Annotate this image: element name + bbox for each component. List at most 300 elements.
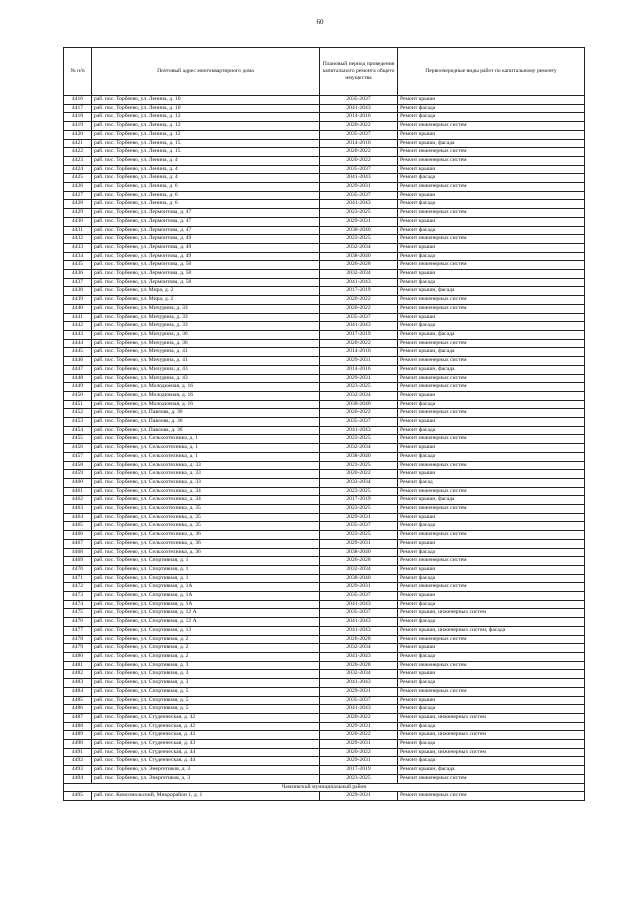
cell-address: раб. пос. Торбеево, ул. Ленина, д. 15 bbox=[92, 148, 320, 157]
cell-address: раб. пос. Торбеево, ул. Молодежная, д. 16 bbox=[92, 383, 320, 392]
cell-period: 2029-2031 bbox=[320, 740, 398, 749]
cell-period: 2041-2043 bbox=[320, 653, 398, 662]
table-row bbox=[64, 470, 585, 479]
cell-number: 4429 bbox=[64, 209, 92, 218]
cell-works: Ремонт крыши bbox=[398, 513, 585, 522]
cell-works: Ремонт инженерных систем bbox=[398, 461, 585, 470]
cell-number: 4450 bbox=[64, 391, 92, 400]
cell-works: Ремонт крыши bbox=[398, 391, 585, 400]
cell-number: 4461 bbox=[64, 487, 92, 496]
cell-works: Ремонт инженерных систем bbox=[398, 156, 585, 165]
cell-number: 4436 bbox=[64, 270, 92, 279]
table-row bbox=[64, 705, 585, 714]
cell-works: Ремонт крыши, инженерных систем bbox=[398, 713, 585, 722]
cell-works: Ремонт инженерных систем bbox=[398, 557, 585, 566]
cell-works: Ремонт инженерных систем bbox=[398, 122, 585, 131]
cell-number: 4435 bbox=[64, 261, 92, 270]
cell-number: 4417 bbox=[64, 104, 92, 113]
cell-number: 4464 bbox=[64, 513, 92, 522]
cell-works: Ремонт инженерных систем bbox=[398, 235, 585, 244]
cell-address: раб. пос. Торбеево, ул. Мира, д. 2 bbox=[92, 287, 320, 296]
table-row bbox=[64, 592, 585, 601]
cell-address: раб. пос. Торбеево, ул. Мичурина, д. 33 bbox=[92, 322, 320, 331]
header-works: Первоочередные виды работ по капитальному ремонту bbox=[398, 48, 585, 96]
cell-address: раб. пос. Торбеево, ул. Ленина, д. 6 bbox=[92, 183, 320, 192]
cell-works: Ремонт фасада bbox=[398, 322, 585, 331]
cell-works: Ремонт инженерных систем bbox=[398, 383, 585, 392]
cell-address: раб. пос. Торбеево, ул. Лермонтова, д. 49 bbox=[92, 243, 320, 252]
cell-number: 4440 bbox=[64, 304, 92, 313]
table-row bbox=[64, 122, 585, 131]
cell-period: 2035-2037 bbox=[320, 522, 398, 531]
cell-works: Ремонт фасад bbox=[398, 478, 585, 487]
cell-period: 2029-2031 bbox=[320, 583, 398, 592]
cell-period: 2020-2022 bbox=[320, 122, 398, 131]
cell-number: 4441 bbox=[64, 313, 92, 322]
cell-period: 2032-2034 bbox=[320, 644, 398, 653]
table-row bbox=[64, 513, 585, 522]
table-row bbox=[64, 322, 585, 331]
cell-period: 2020-2022 bbox=[320, 748, 398, 757]
cell-period: 2023-2025 bbox=[320, 505, 398, 514]
cell-period: 2035-2037 bbox=[320, 418, 398, 427]
table-row bbox=[64, 243, 585, 252]
cell-address: раб. пос. Торбеево, ул. Молодежная, д. 16 bbox=[92, 400, 320, 409]
cell-works: Ремонт фасада bbox=[398, 757, 585, 766]
cell-address: раб. пос. Торбеево, ул. Студенческая, д. 42 bbox=[92, 713, 320, 722]
cell-address: раб. пос. Торбеево, ул. Спортивная, д. 13 bbox=[92, 626, 320, 635]
cell-works: Ремонт фасада bbox=[398, 200, 585, 209]
cell-period: 2014-2016 bbox=[320, 139, 398, 148]
table-row bbox=[64, 696, 585, 705]
cell-number: 4476 bbox=[64, 618, 92, 627]
table-row bbox=[64, 365, 585, 374]
cell-address: раб. пос. Торбеево, ул. Студенческая, д. 43 bbox=[92, 731, 320, 740]
cell-works: Ремонт крыши, фасада bbox=[398, 496, 585, 505]
cell-address: раб. пос. Торбеево, ул. Сельхозтехника, д. 1 bbox=[92, 435, 320, 444]
cell-number: 4452 bbox=[64, 409, 92, 418]
cell-works: Ремонт фасада bbox=[398, 278, 585, 287]
cell-works: Ремонт фасада bbox=[398, 740, 585, 749]
cell-number: 4469 bbox=[64, 557, 92, 566]
cell-period: 2035-2037 bbox=[320, 592, 398, 601]
cell-address: раб. пос. Торбеево, ул. Сельхозтехника, д. 35 bbox=[92, 505, 320, 514]
cell-period: 2038-2040 bbox=[320, 226, 398, 235]
header-number: № п/п bbox=[64, 48, 92, 96]
cell-period: 2023-2025 bbox=[320, 383, 398, 392]
cell-number: 4420 bbox=[64, 130, 92, 139]
cell-works: Ремонт крыши bbox=[398, 96, 585, 105]
cell-number: 4459 bbox=[64, 470, 92, 479]
cell-period: 2023-2025 bbox=[320, 435, 398, 444]
cell-period: 2017-2019 bbox=[320, 496, 398, 505]
cell-works: Ремонт инженерных систем bbox=[398, 357, 585, 366]
cell-period: 2035-2037 bbox=[320, 191, 398, 200]
table-row bbox=[64, 653, 585, 662]
table-row bbox=[64, 357, 585, 366]
cell-number: 4466 bbox=[64, 531, 92, 540]
cell-address: раб. пос. Торбеево, ул. Павлова, д. 36 bbox=[92, 426, 320, 435]
header-period: Плановый период проведения капитального ремонта общего имущества bbox=[320, 48, 398, 96]
cell-period: 2020-2022 bbox=[320, 339, 398, 348]
cell-period: 2023-2025 bbox=[320, 209, 398, 218]
cell-address: раб. пос. Торбеево, ул. Сельхозтехника, д. 33 bbox=[92, 461, 320, 470]
cell-period: 2032-2034 bbox=[320, 444, 398, 453]
cell-address: раб. пос. Торбеево, ул. Спортивная, д. 5 bbox=[92, 705, 320, 714]
cell-address: раб. пос. Торбеево, ул. Павлова, д. 36 bbox=[92, 409, 320, 418]
cell-number: 4460 bbox=[64, 478, 92, 487]
cell-number: 4485 bbox=[64, 696, 92, 705]
cell-number: 4432 bbox=[64, 235, 92, 244]
cell-address: раб. пос. Торбеево, ул. Студенческая, д. 42 bbox=[92, 722, 320, 731]
cell-address: раб. пос. Комсомольский, Микрорайон 1, д. 1 bbox=[92, 792, 320, 801]
cell-number: 4444 bbox=[64, 339, 92, 348]
section-title: Чамзинский муниципальный район bbox=[64, 783, 585, 792]
cell-works: Ремонт фасада bbox=[398, 548, 585, 557]
cell-period: 2041-2043 bbox=[320, 626, 398, 635]
cell-period: 2023-2025 bbox=[320, 487, 398, 496]
cell-number: 4479 bbox=[64, 644, 92, 653]
cell-works: Ремонт крыши, фасада bbox=[398, 287, 585, 296]
cell-address: раб. пос. Торбеево, ул. Спортивная, д. 1 bbox=[92, 574, 320, 583]
table-row bbox=[64, 505, 585, 514]
table-row bbox=[64, 148, 585, 157]
cell-address: раб. пос. Торбеево, ул. Спортивная, д. 12 А bbox=[92, 609, 320, 618]
cell-number: 4431 bbox=[64, 226, 92, 235]
table-row bbox=[64, 565, 585, 574]
cell-works: Ремонт крыши bbox=[398, 539, 585, 548]
cell-number: 4483 bbox=[64, 679, 92, 688]
cell-period: 2038-2040 bbox=[320, 574, 398, 583]
header-address: Почтовый адрес многоквартирного дома bbox=[92, 48, 320, 96]
cell-works: Ремонт фасада bbox=[398, 722, 585, 731]
cell-period: 2035-2037 bbox=[320, 96, 398, 105]
cell-address: раб. пос. Торбеево, ул. Ленина, д. 4 bbox=[92, 174, 320, 183]
cell-works: Ремонт инженерных систем bbox=[398, 531, 585, 540]
cell-period: 2041-2043 bbox=[320, 200, 398, 209]
cell-period: 2014-2016 bbox=[320, 348, 398, 357]
cell-works: Ремонт инженерных систем bbox=[398, 505, 585, 514]
cell-number: 4486 bbox=[64, 705, 92, 714]
cell-works: Ремонт инженерных систем bbox=[398, 339, 585, 348]
cell-address: раб. пос. Торбеево, ул. Сельхозтехника, д. 1 bbox=[92, 452, 320, 461]
cell-address: раб. пос. Торбеево, ул. Мира, д. 2 bbox=[92, 296, 320, 305]
cell-works: Ремонт крыши bbox=[398, 418, 585, 427]
cell-address: раб. пос. Торбеево, ул. Мичурина, д. 41 bbox=[92, 357, 320, 366]
cell-works: Ремонт инженерных систем bbox=[398, 635, 585, 644]
table-row bbox=[64, 183, 585, 192]
cell-number: 4423 bbox=[64, 156, 92, 165]
cell-number: 4463 bbox=[64, 505, 92, 514]
table-row bbox=[64, 304, 585, 313]
cell-works: Ремонт инженерных систем bbox=[398, 774, 585, 783]
cell-period: 2029-2031 bbox=[320, 217, 398, 226]
cell-address: раб. пос. Торбеево, ул. Студенческая, д. 44 bbox=[92, 748, 320, 757]
cell-address: раб. пос. Торбеево, ул. Сельхозтехника, д. 33 bbox=[92, 470, 320, 479]
cell-address: раб. пос. Торбеево, ул. Ленина, д. 12 bbox=[92, 122, 320, 131]
table-row bbox=[64, 731, 585, 740]
cell-address: раб. пос. Торбеево, ул. Ленина, д. 15 bbox=[92, 139, 320, 148]
cell-works: Ремонт инженерных систем bbox=[398, 409, 585, 418]
cell-works: Ремонт фасада bbox=[398, 653, 585, 662]
table-row bbox=[64, 435, 585, 444]
cell-number: 4481 bbox=[64, 661, 92, 670]
cell-period: 2041-2043 bbox=[320, 174, 398, 183]
cell-address: раб. пос. Торбеево, ул. Студенческая, д. 43 bbox=[92, 740, 320, 749]
cell-period: 2035-2037 bbox=[320, 165, 398, 174]
cell-address: раб. пос. Торбеево, ул. Спортивная, д. 2 bbox=[92, 644, 320, 653]
cell-works: Ремонт инженерных систем bbox=[398, 374, 585, 383]
cell-number: 4422 bbox=[64, 148, 92, 157]
table-row bbox=[64, 557, 585, 566]
cell-address: раб. пос. Торбеево, ул. Ленина, д. 12 bbox=[92, 113, 320, 122]
cell-address: раб. пос. Торбеево, ул. Студенческая, д. 44 bbox=[92, 757, 320, 766]
cell-works: Ремонт фасада bbox=[398, 618, 585, 627]
cell-period: 2041-2043 bbox=[320, 679, 398, 688]
cell-number: 4495 bbox=[64, 792, 92, 801]
cell-number: 4427 bbox=[64, 191, 92, 200]
cell-number: 4416 bbox=[64, 96, 92, 105]
table-row bbox=[64, 574, 585, 583]
cell-period: 2029-2031 bbox=[320, 687, 398, 696]
cell-number: 4428 bbox=[64, 200, 92, 209]
table-row bbox=[64, 409, 585, 418]
cell-address: раб. пос. Торбеево, ул. Сельхозтехника, д. 34 bbox=[92, 496, 320, 505]
cell-works: Ремонт крыши bbox=[398, 270, 585, 279]
table-row bbox=[64, 461, 585, 470]
cell-works: Ремонт фасада bbox=[398, 574, 585, 583]
table-row bbox=[64, 679, 585, 688]
cell-period: 2029-2031 bbox=[320, 357, 398, 366]
cell-period: 2020-2022 bbox=[320, 713, 398, 722]
cell-address: раб. пос. Торбеево, ул. Лермонтова, д. 49 bbox=[92, 252, 320, 261]
cell-address: раб. пос. Торбеево, ул. Спортивная, д. 1А bbox=[92, 600, 320, 609]
cell-number: 4494 bbox=[64, 774, 92, 783]
cell-period: 2041-2043 bbox=[320, 322, 398, 331]
cell-address: раб. пос. Торбеево, ул. Лермонтова, д. 47 bbox=[92, 217, 320, 226]
table-row bbox=[64, 661, 585, 670]
table-row bbox=[64, 618, 585, 627]
cell-number: 4442 bbox=[64, 322, 92, 331]
cell-address: раб. пос. Торбеево, ул. Сельхозтехника, д. 1 bbox=[92, 444, 320, 453]
cell-period: 2029-2031 bbox=[320, 374, 398, 383]
cell-works: Ремонт крыши, фасада bbox=[398, 365, 585, 374]
cell-number: 4487 bbox=[64, 713, 92, 722]
cell-address: раб. пос. Торбеево, ул. Сельхозтехника, д. 35 bbox=[92, 513, 320, 522]
cell-address: раб. пос. Торбеево, ул. Спортивная, д. 3 bbox=[92, 661, 320, 670]
cell-address: раб. пос. Торбеево, ул. Мичурина, д. 43 bbox=[92, 365, 320, 374]
cell-works: Ремонт крыши, фасада bbox=[398, 348, 585, 357]
table-row bbox=[64, 687, 585, 696]
cell-works: Ремонт инженерных систем bbox=[398, 183, 585, 192]
cell-works: Ремонт крыши bbox=[398, 644, 585, 653]
cell-period: 2032-2034 bbox=[320, 565, 398, 574]
cell-number: 4467 bbox=[64, 539, 92, 548]
cell-period: 2017-2019 bbox=[320, 330, 398, 339]
table-row bbox=[64, 217, 585, 226]
cell-address: раб. пос. Торбеево, ул. Мичурина, д. 33 bbox=[92, 313, 320, 322]
table-row bbox=[64, 383, 585, 392]
cell-address: раб. пос. Торбеево, ул. Молодежная, д. 16 bbox=[92, 391, 320, 400]
cell-works: Ремонт инженерных систем bbox=[398, 435, 585, 444]
cell-number: 4421 bbox=[64, 139, 92, 148]
cell-address: раб. пос. Торбеево, ул. Ленина, д. 10 bbox=[92, 104, 320, 113]
cell-period: 2020-2022 bbox=[320, 470, 398, 479]
cell-number: 4470 bbox=[64, 565, 92, 574]
cell-period: 2041-2043 bbox=[320, 600, 398, 609]
cell-number: 4473 bbox=[64, 592, 92, 601]
table-row bbox=[64, 548, 585, 557]
table-row bbox=[64, 165, 585, 174]
cell-number: 4491 bbox=[64, 748, 92, 757]
cell-period: 2041-2043 bbox=[320, 104, 398, 113]
cell-address: раб. пос. Торбеево, ул. Лермонтова, д. 50 bbox=[92, 270, 320, 279]
cell-period: 2020-2022 bbox=[320, 304, 398, 313]
table-row bbox=[64, 139, 585, 148]
cell-number: 4448 bbox=[64, 374, 92, 383]
table-row bbox=[64, 296, 585, 305]
cell-works: Ремонт крыши bbox=[398, 191, 585, 200]
cell-number: 4457 bbox=[64, 452, 92, 461]
cell-works: Ремонт инженерных систем bbox=[398, 792, 585, 801]
table-row bbox=[64, 278, 585, 287]
cell-number: 4433 bbox=[64, 243, 92, 252]
cell-period: 2026-2028 bbox=[320, 557, 398, 566]
cell-period: 2041-2043 bbox=[320, 278, 398, 287]
table-row bbox=[64, 583, 585, 592]
cell-address: раб. пос. Торбеево, ул. Спортивная, д. 1 bbox=[92, 557, 320, 566]
cell-works: Ремонт крыши, инженерных систем bbox=[398, 731, 585, 740]
cell-period: 2029-2031 bbox=[320, 539, 398, 548]
cell-number: 4482 bbox=[64, 670, 92, 679]
cell-address: раб. пос. Торбеево, ул. Мичурина, д. 43 bbox=[92, 374, 320, 383]
cell-address: раб. пос. Торбеево, ул. Спортивная, д. 2 bbox=[92, 635, 320, 644]
cell-works: Ремонт инженерных систем bbox=[398, 583, 585, 592]
cell-works: Ремонт крыши bbox=[398, 470, 585, 479]
cell-number: 4418 bbox=[64, 113, 92, 122]
cell-works: Ремонт крыши, фасада bbox=[398, 330, 585, 339]
cell-address: раб. пос. Торбеево, ул. Энергетиков, д. 3 bbox=[92, 766, 320, 775]
table-row bbox=[64, 766, 585, 775]
cell-address: раб. пос. Торбеево, ул. Спортивная, д. 1А bbox=[92, 592, 320, 601]
cell-period: 2026-2028 bbox=[320, 261, 398, 270]
cell-address: раб. пос. Торбеево, ул. Лермонтова, д. 47 bbox=[92, 226, 320, 235]
cell-address: раб. пос. Торбеево, ул. Мичурина, д. 33 bbox=[92, 304, 320, 313]
cell-number: 4456 bbox=[64, 444, 92, 453]
cell-number: 4438 bbox=[64, 287, 92, 296]
table-row bbox=[64, 774, 585, 783]
cell-address: раб. пос. Торбеево, ул. Мичурина, д. 36 bbox=[92, 339, 320, 348]
cell-period: 2029-2031 bbox=[320, 183, 398, 192]
cell-period: 2032-2034 bbox=[320, 670, 398, 679]
table-row bbox=[64, 792, 585, 801]
cell-address: раб. пос. Торбеево, ул. Сельхозтехника, д. 36 bbox=[92, 531, 320, 540]
cell-address: раб. пос. Торбеево, ул. Павлова, д. 36 bbox=[92, 418, 320, 427]
cell-period: 2023-2025 bbox=[320, 461, 398, 470]
cell-works: Ремонт крыши, инженерных систем bbox=[398, 609, 585, 618]
cell-number: 4458 bbox=[64, 461, 92, 470]
cell-number: 4451 bbox=[64, 400, 92, 409]
cell-works: Ремонт крыши bbox=[398, 313, 585, 322]
cell-works: Ремонт инженерных систем bbox=[398, 487, 585, 496]
cell-address: раб. пос. Торбеево, ул. Спортивная, д. 1 bbox=[92, 565, 320, 574]
cell-works: Ремонт инженерных систем bbox=[398, 209, 585, 218]
cell-number: 4484 bbox=[64, 687, 92, 696]
cell-period: 2041-2043 bbox=[320, 426, 398, 435]
cell-works: Ремонт крыши bbox=[398, 670, 585, 679]
table-row bbox=[64, 713, 585, 722]
cell-number: 4471 bbox=[64, 574, 92, 583]
cell-number: 4493 bbox=[64, 766, 92, 775]
cell-period: 2029-2031 bbox=[320, 757, 398, 766]
cell-period: 2014-2016 bbox=[320, 113, 398, 122]
table-row bbox=[64, 478, 585, 487]
cell-address: раб. пос. Торбеево, ул. Энергетиков, д. 3 bbox=[92, 774, 320, 783]
table-row bbox=[64, 313, 585, 322]
cell-number: 4445 bbox=[64, 348, 92, 357]
table-row bbox=[64, 209, 585, 218]
cell-address: раб. пос. Торбеево, ул. Сельхозтехника, д. 33 bbox=[92, 478, 320, 487]
cell-works: Ремонт крыши, фасада bbox=[398, 139, 585, 148]
cell-works: Ремонт фасада bbox=[398, 452, 585, 461]
cell-number: 4465 bbox=[64, 522, 92, 531]
cell-number: 4443 bbox=[64, 330, 92, 339]
cell-period: 2029-2031 bbox=[320, 792, 398, 801]
table-row bbox=[64, 600, 585, 609]
cell-works: Ремонт фасада bbox=[398, 174, 585, 183]
cell-works: Ремонт фасада bbox=[398, 113, 585, 122]
cell-works: Ремонт фасада bbox=[398, 400, 585, 409]
cell-works: Ремонт фасада bbox=[398, 600, 585, 609]
cell-number: 4449 bbox=[64, 383, 92, 392]
cell-period: 2041-2043 bbox=[320, 705, 398, 714]
cell-address: раб. пос. Торбеево, ул. Лермонтова, д. 50 bbox=[92, 278, 320, 287]
cell-number: 4455 bbox=[64, 435, 92, 444]
table-row bbox=[64, 235, 585, 244]
cell-works: Ремонт фасада bbox=[398, 705, 585, 714]
table-row bbox=[64, 426, 585, 435]
cell-address: раб. пос. Торбеево, ул. Спортивная, д. 12 А bbox=[92, 618, 320, 627]
cell-period: 2035-2037 bbox=[320, 313, 398, 322]
cell-address: раб. пос. Торбеево, ул. Ленина, д. 6 bbox=[92, 200, 320, 209]
cell-address: раб. пос. Торбеево, ул. Ленина, д. 4 bbox=[92, 156, 320, 165]
cell-address: раб. пос. Торбеево, ул. Спортивная, д. 3 bbox=[92, 679, 320, 688]
cell-period: 2038-2040 bbox=[320, 548, 398, 557]
cell-address: раб. пос. Торбеево, ул. Спортивная, д. 5 bbox=[92, 696, 320, 705]
cell-period: 2029-2031 bbox=[320, 513, 398, 522]
table-row bbox=[64, 644, 585, 653]
cell-number: 4426 bbox=[64, 183, 92, 192]
cell-number: 4446 bbox=[64, 357, 92, 366]
cell-period: 2032-2034 bbox=[320, 478, 398, 487]
page-number: 60 bbox=[316, 18, 324, 26]
cell-works: Ремонт инженерных систем bbox=[398, 661, 585, 670]
cell-period: 2023-2025 bbox=[320, 235, 398, 244]
cell-period: 2023-2025 bbox=[320, 774, 398, 783]
cell-number: 4489 bbox=[64, 731, 92, 740]
cell-period: 2026-2028 bbox=[320, 635, 398, 644]
cell-works: Ремонт крыши, инженерных систем bbox=[398, 748, 585, 757]
table-row bbox=[64, 330, 585, 339]
cell-address: раб. пос. Торбеево, ул. Ленина, д. 10 bbox=[92, 96, 320, 105]
cell-period: 2017-2019 bbox=[320, 287, 398, 296]
cell-works: Ремонт крыши bbox=[398, 217, 585, 226]
cell-works: Ремонт крыши bbox=[398, 130, 585, 139]
cell-period: 2020-2022 bbox=[320, 409, 398, 418]
table-row bbox=[64, 287, 585, 296]
cell-period: 2041-2043 bbox=[320, 618, 398, 627]
table-row bbox=[64, 130, 585, 139]
